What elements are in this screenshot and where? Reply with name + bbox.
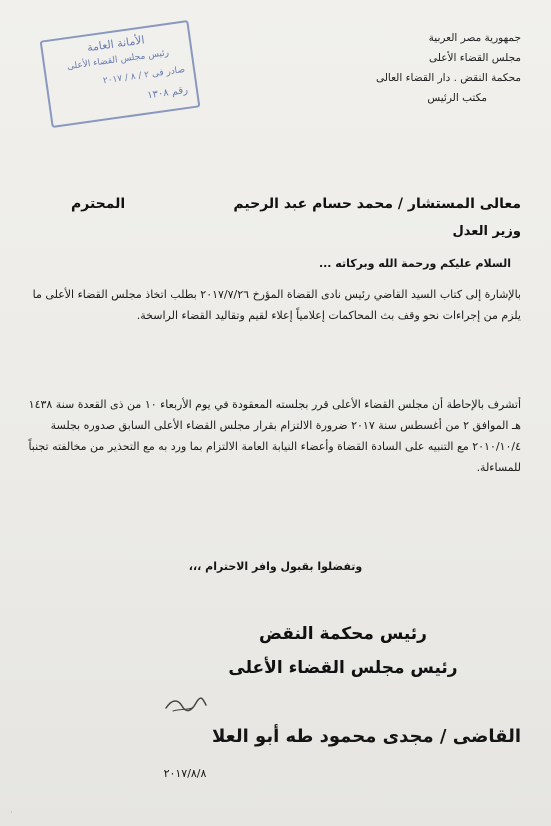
official-stamp [40,20,201,128]
letter-paragraph-2 [28,394,521,478]
recipient-row [21,192,521,220]
stamp-line-1: الأمانة العامة [86,33,146,55]
letterhead-court: محكمة النقض . دار القضاء العالى [375,72,521,84]
closing-line: وتفضلوا بقبول وافر الاحترام ،،، [188,560,363,573]
letterhead [336,28,521,108]
signature-block [223,624,463,678]
recipient-block [21,192,521,239]
recipient-name: معالى المستشار / محمد حسام عبد الرحيم [233,196,521,212]
recipient-honorific: المحترم [71,196,126,212]
signatory-title-1: رئيس محكمة النقض [259,624,427,644]
stamp-line-2: رئيس مجلس القضاء الأعلى [66,48,170,73]
paragraph-2-text: أتشرف بالإحاطة أن مجلس القضاء الأعلى قرر بجلسته المعقودة في يوم الأربعاء ١٠ من ذى القعدة سنة ١٤٣٨ هـ الموافق ٢ من أغسطس سنة ٢٠١٧ ضرورة الالتزام بقرار مجلس القضاء الأعلى السابق صدوره بجلسة ٢٠١٠/١٠/٤ مع التنبيه على السادة القضاة وأعضاء النيابة العامة الالتزام بما ورد به مع التحذير من مخالفته تجنباً للمساءلة. [28,398,521,474]
letterhead-country: جمهورية مصر العربية [428,32,521,44]
paragraph-1-text: بالإشارة إلى كتاب السيد القاضي رئيس نادى القضاة المؤرخ ٢٠١٧/٧/٢٦ بطلب اتخاذ مجلس القضاء الأعلى ما يلزم من إجراءات نحو وقف بث المحاكمات إعلامياً إعلاء لقيم وتقاليد القضاء الراسخة. [32,288,521,322]
greeting: السلام عليكم ورحمة الله وبركاته ... [318,257,511,270]
paper-marks: · [10,808,13,818]
recipient-title: وزير العدل [452,224,521,239]
signatory-title-2: رئيس مجلس القضاء الأعلى [228,658,458,678]
stamp-line-4: رقم ١٣٠٨ [146,84,189,102]
letterhead-council: مجلس القضاء الأعلى [428,52,521,64]
stamp-line-3: صادر فى ٢ / ٨ / ٢٠١٧ [102,64,186,87]
letterhead-office: مكتب الرئيس [427,92,487,104]
letter-paragraph-1 [28,284,521,326]
letter-date: ٢٠١٧/٨/٨ [163,767,207,780]
signatory-name: القاضى / مجدى محمود طه أبو العلا [212,726,521,747]
handwritten-signature [162,693,210,715]
